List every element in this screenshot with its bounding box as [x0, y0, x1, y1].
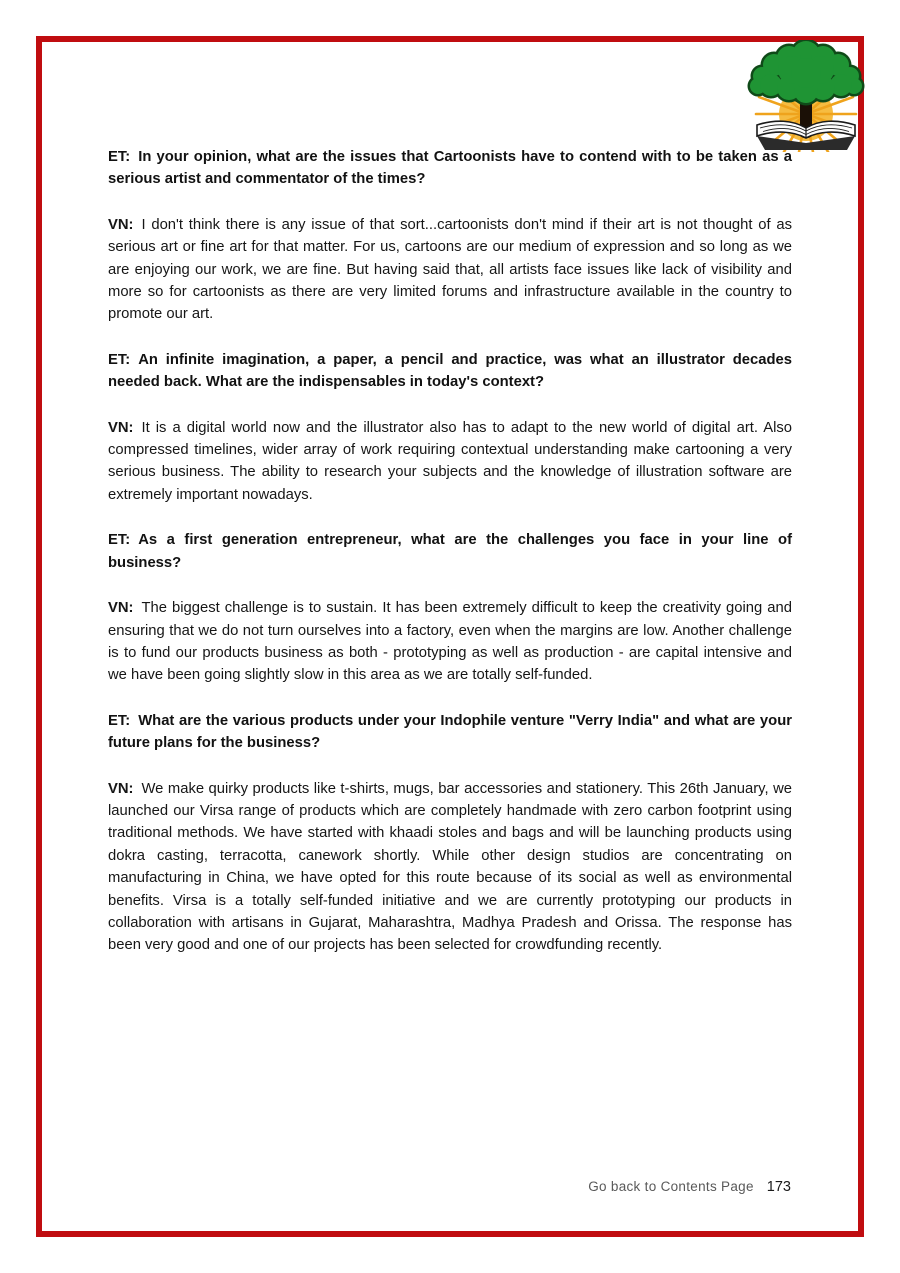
answer-1-speaker-label: VN:: [108, 216, 134, 233]
question-3-speaker-label: ET:: [108, 532, 131, 549]
question-4: [108, 710, 792, 755]
answer-2-text: It is a digital world now and the illustrator also has to adapt to the new world of digital art. Also compressed timelines, wider array of work requiring contextual understanding make cartooning a very serious business. The ability to research your subjects and the knowledge of illustration software are extremely important nowadays.: [108, 419, 792, 503]
answer-3: [108, 597, 792, 687]
question-1-speaker-label: ET:: [108, 149, 131, 165]
question-4-text: What are the various products under your Indophile venture "Verry India" and what are your future plans for the business?: [108, 712, 792, 752]
answer-1-text: I don't think there is any issue of that sort...cartoonists don't mind if their art is not thought of as serious art or fine art for that matter. For us, cartoons are our medium of expression and so long as we are enjoying our work, we are fine. But having said that, all artists face issues like lack of visibility and more so for cartoonists as there are very limited forums and infrastructure available in the country to promote our art.: [108, 216, 792, 323]
tree-book-logo-icon: [745, 40, 867, 152]
tree-canopy-icon: [748, 40, 865, 106]
contents-page-link[interactable]: Go back to Contents Page: [588, 1179, 754, 1194]
answer-1: [108, 214, 792, 326]
question-2-speaker-label: ET:: [108, 351, 131, 368]
interview-qa-content: [108, 146, 792, 980]
question-3: [108, 529, 792, 574]
question-1-text: In your opinion, what are the issues that Cartoonists have to contend with to be taken as a serious artist and commentator of the times?: [108, 149, 792, 188]
answer-2: [108, 417, 792, 507]
answer-4: [108, 778, 792, 957]
question-4-speaker-label: ET:: [108, 712, 131, 729]
answer-3-text: The biggest challenge is to sustain. It has been extremely difficult to keep the creativity going and ensuring that we do not turn ourselves into a factory, even when the margins are low. Another challenge is to fund our products business as both - prototyping as well as production - are capital intensive and we have been going slightly slow in this area as we are totally self-funded.: [108, 600, 792, 684]
answer-3-speaker-label: VN:: [108, 600, 134, 617]
question-2-text: An infinite imagination, a paper, a pencil and practice, was what an illustrator decades needed back. What are the indispensables in today's context?: [108, 351, 792, 391]
question-3-text: As a first generation entrepreneur, what are the challenges you face in your line of business?: [108, 532, 792, 571]
question-2: [108, 349, 792, 394]
answer-4-text: We make quirky products like t-shirts, mugs, bar accessories and stationery. This 26th January, we launched our Virsa range of products which are completely handmade with zero carbon footprint using traditional methods. We have started with khaadi stoles and bags and will be launching products using dokra casting, terracotta, canework shortly. While other design studios are concentrating on manufacturing in China, we have opted for this route because of its social as well as environmental benefits. Virsa is a totally self-funded initiative and we are currently prototyping our products in collaboration with artisans in Gujarat, Maharashtra, Madhya Pradesh and Orissa. The response has been very good and one of our projects has been selected for crowdfunding recently.: [108, 780, 792, 954]
page-number: 173: [766, 1179, 791, 1195]
question-1: [108, 146, 792, 191]
footer: [588, 1179, 791, 1195]
answer-4-speaker-label: VN:: [108, 780, 134, 797]
answer-2-speaker-label: VN:: [108, 419, 134, 436]
